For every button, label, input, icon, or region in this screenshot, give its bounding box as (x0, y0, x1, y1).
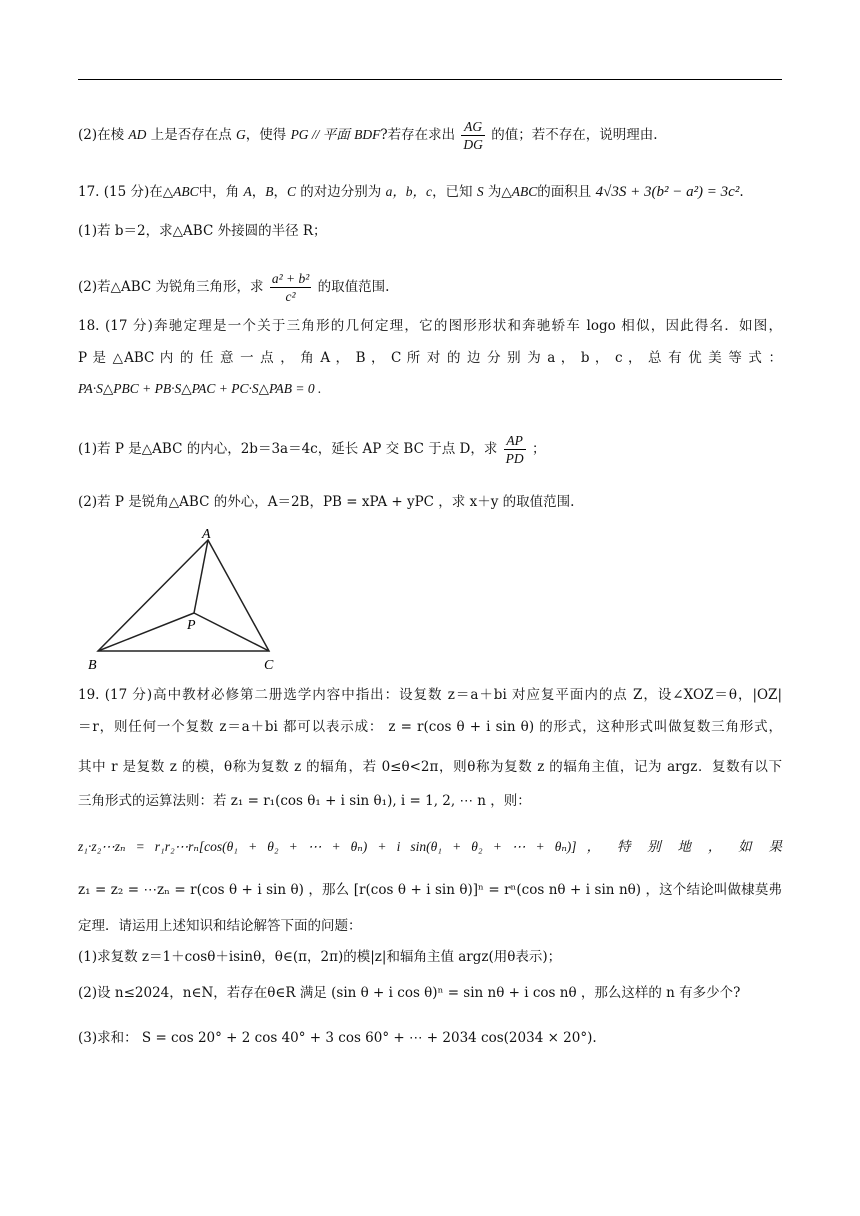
label-a: A (202, 527, 211, 542)
q19-part3: (3)求和： S = cos 20° + 2 cos 40° + 3 cos 60° + ⋯ + 2034 cos(2034 × 20°). (78, 1030, 597, 1046)
q19-part2: (2)设 n≤2024，n∈N，若存在θ∈R 满足 (sin θ + i cos θ)ⁿ = sin nθ + i cos nθ ，那么这样的 n 有多少个? (78, 985, 741, 1001)
q18-part2: (2)若 P 是锐角△ABC 的外心，A＝2B，PB = xPA + yPC ，求 x＋y 的取值范围. (78, 494, 575, 510)
q19-part1: (1)求复数 z＝1＋cosθ＋isinθ，θ∈(π，2π)的模|z|和辐角主值 argz(用θ表示)； (78, 949, 562, 965)
q18-equation: PA·S△PBC + PB·S△PAC + PC·S△PAB = 0 . (78, 381, 322, 396)
segment-bp (98, 613, 194, 651)
ag-dg-fraction: $\frac{AG}{DG}$ (463, 119, 483, 152)
q17-part1: (1)若 b＝2，求△ABC 外接圆的半径 R； (78, 223, 327, 239)
label-c: C (264, 658, 274, 673)
q16-part2: (2)在棱 AD 上是否存在点 G，使得 PG // 平面 BDF?若存在求出 $\frac{AG}{DG}$ 的值；若不存在，说明理由. (78, 119, 658, 152)
q19-line1: 19. (17 分)高中教材必修第二册选学内容中指出：设复数 z＝a＋bi 对应复平面内的点 Z，设∠XOZ＝θ，|OZ| (78, 687, 782, 703)
triangle-figure (86, 526, 296, 676)
q19-line5: z₁·z₂⋯zₙ = r₁r₂⋯rₙ[cos(θ₁ + θ₂ + ⋯ + θₙ) + i sin(θ₁ + θ₂ + ⋯ + θₙ)] ， 特 别 地 ， 如 果 (78, 839, 782, 854)
q19-line7: 定理．请运用上述知识和结论解答下面的问题： (78, 918, 362, 934)
q18-line1: 18. (17 分)奔驰定理是一个关于三角形的几何定理，它的图形形状和奔驰轿车 logo 相似，因此得名．如图， (78, 318, 782, 334)
triangle-abc (98, 540, 269, 651)
q17-stem: 17. (15 分)在△ABC中，角 A，B，C 的对边分别为 a，b，c，已知 S 为△ABC的面积且 4√3S + 3(b² − a²) = 3c². (78, 184, 744, 200)
label-p: P (187, 618, 196, 633)
ap-pd-fraction: $\frac{AP}{PD}$ (505, 433, 524, 466)
q18-line2: P 是 △ABC 内 的 任 意 一 点 ， 角 A ， B ， C 所 对 的 边 分 别 为 a ， b ， c ， 总 有 优 美 等 式 ： (78, 350, 782, 366)
q17-part2: (2)若△ABC 为锐角三角形，求 $\frac{\text{a² + b²}}{\text{c²}}$ 的取值范围. (78, 271, 390, 304)
q17-equation: 4√3S + 3(b² − a²) = 3c² (595, 184, 740, 200)
q19-line2: ＝r，则任何一个复数 z＝a＋bi 都可以表示成： z = r(cos θ + i sin θ) 的形式，这种形式叫做复数三角形式， (78, 719, 782, 735)
q17-fraction: $\frac{\text{a² + b²}}{\text{c²}}$ (271, 271, 310, 304)
q19-line4: 三角形式的运算法则：若 z₁ = r₁(cos θ₁ + i sin θ₁), i = 1, 2, ⋯ n ，则： (78, 793, 531, 809)
q18-part1: (1)若 P 是△ABC 的内心，2b＝3a＝4c，延长 AP 交 BC 于点 D，求 $\frac{AP}{PD}$ ； (78, 433, 546, 466)
q19-line3: 其中 r 是复数 z 的模，θ称为复数 z 的辐角，若 0≤θ<2π，则θ称为复数 z 的辐角主值，记为 argz．复数有以下 (78, 759, 782, 775)
header-rule (78, 79, 782, 80)
q19-line6: z₁ = z₂ = ⋯zₙ = r(cos θ + i sin θ) ，那么 [r(cos θ + i sin θ)]ⁿ = rⁿ(cos nθ + i sin nθ) ，这个结论叫做棣莫弗 (78, 882, 782, 898)
label-b: B (88, 658, 97, 673)
